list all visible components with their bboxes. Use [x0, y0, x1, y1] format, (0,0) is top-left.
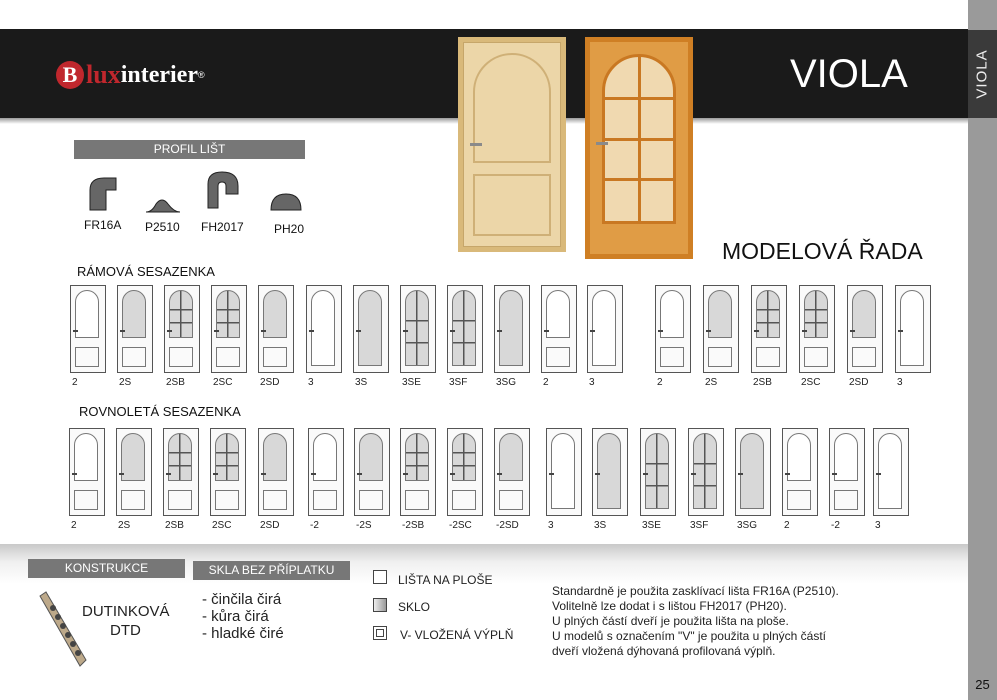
- door-model: [494, 428, 530, 516]
- door-model-label: 3S: [594, 520, 607, 531]
- door-model: [354, 428, 390, 516]
- legend-lista-icon: [373, 570, 387, 584]
- door-model-label: 2SC: [212, 520, 232, 531]
- door-model: [164, 285, 200, 373]
- door-model-label: 2SB: [753, 377, 772, 388]
- door-model: [447, 428, 483, 516]
- door-model-label: 3SF: [449, 377, 468, 388]
- brand-logo: [56, 60, 205, 90]
- door-model-label: -2: [310, 520, 319, 531]
- ramova-header: RÁMOVÁ SESAZENKA: [77, 264, 215, 279]
- door-model-label: -2SB: [402, 520, 425, 531]
- door-model-label: 3: [897, 377, 903, 388]
- door-model-label: 2: [784, 520, 790, 531]
- konstrukce-text-2: DTD: [110, 622, 141, 639]
- door-model-label: 2SB: [165, 520, 184, 531]
- brand-lux: lux: [86, 60, 121, 89]
- door-model-label: 2SC: [801, 377, 821, 388]
- door-model-label: 2: [657, 377, 663, 388]
- door-model: [703, 285, 739, 373]
- door-model-label: 2: [543, 377, 549, 388]
- door-model: [655, 285, 691, 373]
- door-model: [163, 428, 199, 516]
- side-tab-label: VIOLA: [973, 49, 991, 99]
- rovnoleta-header: ROVNOLETÁ SESAZENKA: [79, 404, 241, 419]
- door-model-label: 3SE: [402, 377, 421, 388]
- door-model: [829, 428, 865, 516]
- description-line: U modelů s označením "V" je použita u plných částí: [552, 629, 826, 643]
- skla-item-2: - hladké čiré: [202, 625, 284, 642]
- legend-vlozena-icon: [373, 626, 387, 640]
- door-model: [400, 285, 436, 373]
- description: [552, 584, 839, 659]
- door-model-label: 3: [308, 377, 314, 388]
- door-model-label: 2S: [705, 377, 718, 388]
- side-tab-label-box: [968, 30, 997, 118]
- door-model: [799, 285, 835, 373]
- series-title: MODELOVÁ ŘADA: [722, 238, 923, 264]
- door-model: [258, 428, 294, 516]
- door-model-label: 2SC: [213, 377, 233, 388]
- door-model: [751, 285, 787, 373]
- skla-item-1: - kůra čirá: [202, 608, 269, 625]
- door-model: [258, 285, 294, 373]
- door-model-label: 2: [71, 520, 77, 531]
- door-model: [873, 428, 909, 516]
- door-model: [782, 428, 818, 516]
- door-model: [211, 285, 247, 373]
- door-model-label: 3SE: [642, 520, 661, 531]
- profil-label-1: P2510: [145, 220, 180, 234]
- brand-interier: interier: [120, 61, 198, 88]
- page-title: VIOLA: [790, 52, 908, 96]
- dtd-core-icon: [36, 590, 90, 668]
- description-line: Standardně je použita zasklívací lišta FR16A (P2510).: [552, 584, 839, 598]
- door-model: [353, 285, 389, 373]
- skla-item-0: - činčila čirá: [202, 591, 282, 608]
- door-model-label: -2SC: [449, 520, 472, 531]
- door-model: [400, 428, 436, 516]
- door-model-label: 3: [548, 520, 554, 531]
- legend-lista-label: LIŠTA NA PLOŠE: [398, 573, 493, 587]
- konstrukce-text-1: DUTINKOVÁ: [82, 603, 170, 620]
- profile-ph20-icon: [269, 192, 303, 212]
- door-model-label: 3SG: [737, 520, 758, 531]
- brand-mark: B: [56, 61, 84, 89]
- door-model: [688, 428, 724, 516]
- konstrukce-header: KONSTRUKCE: [28, 559, 185, 578]
- door-model-label: 2SD: [260, 377, 280, 388]
- door-model-label: -2: [831, 520, 840, 531]
- profile-fr16a-icon: [86, 174, 122, 212]
- door-model: [895, 285, 931, 373]
- description-line: dveří vložená dýhovaná profilovaná výplň.: [552, 644, 776, 658]
- hero-door-orange: [585, 37, 693, 259]
- door-model: [735, 428, 771, 516]
- door-model: [587, 285, 623, 373]
- door-model: [210, 428, 246, 516]
- door-model: [541, 285, 577, 373]
- door-model: [640, 428, 676, 516]
- door-model: [116, 428, 152, 516]
- door-model: [117, 285, 153, 373]
- door-model: [70, 285, 106, 373]
- profil-label-2: FH2017: [201, 220, 244, 234]
- description-line: Volitelně lze dodat i s lištou FH2017 (PH20).: [552, 599, 787, 613]
- legend-vlozena-label: V- VLOŽENÁ VÝPLŇ: [400, 628, 514, 642]
- legend-sklo-icon: [373, 598, 387, 612]
- door-model: [308, 428, 344, 516]
- profile-fh2017-icon: [204, 170, 244, 210]
- door-model-label: -2S: [356, 520, 372, 531]
- legend-sklo-label: SKLO: [398, 600, 431, 614]
- door-model: [592, 428, 628, 516]
- profile-p2510-icon: [144, 196, 182, 214]
- door-model-label: 2SD: [260, 520, 280, 531]
- door-model-label: -2SD: [496, 520, 519, 531]
- door-model-label: 2SB: [166, 377, 185, 388]
- profil-label-0: FR16A: [84, 218, 122, 232]
- door-model-label: 3: [589, 377, 595, 388]
- profil-label-3: PH20: [274, 222, 305, 236]
- door-model-label: 3SF: [690, 520, 709, 531]
- door-model-label: 3SG: [496, 377, 517, 388]
- brand-registered: ®: [197, 70, 205, 80]
- skla-header: SKLA BEZ PŘÍPLATKU: [193, 561, 350, 580]
- door-model-label: 3: [875, 520, 881, 531]
- profil-header: PROFIL LIŠT: [74, 140, 305, 159]
- description-line: U plných částí dveří je použita lišta na ploše.: [552, 614, 789, 628]
- door-model: [847, 285, 883, 373]
- door-model-label: 2: [72, 377, 78, 388]
- door-model: [447, 285, 483, 373]
- door-model: [306, 285, 342, 373]
- door-model: [69, 428, 105, 516]
- door-model-label: 2S: [119, 377, 132, 388]
- door-model-label: 2SD: [849, 377, 869, 388]
- door-model-label: 3S: [355, 377, 368, 388]
- door-model-label: 2S: [118, 520, 131, 531]
- door-model: [494, 285, 530, 373]
- page-number: 25: [975, 677, 990, 692]
- side-tab: [968, 0, 997, 700]
- door-model: [546, 428, 582, 516]
- hero-door-oak: [458, 37, 566, 252]
